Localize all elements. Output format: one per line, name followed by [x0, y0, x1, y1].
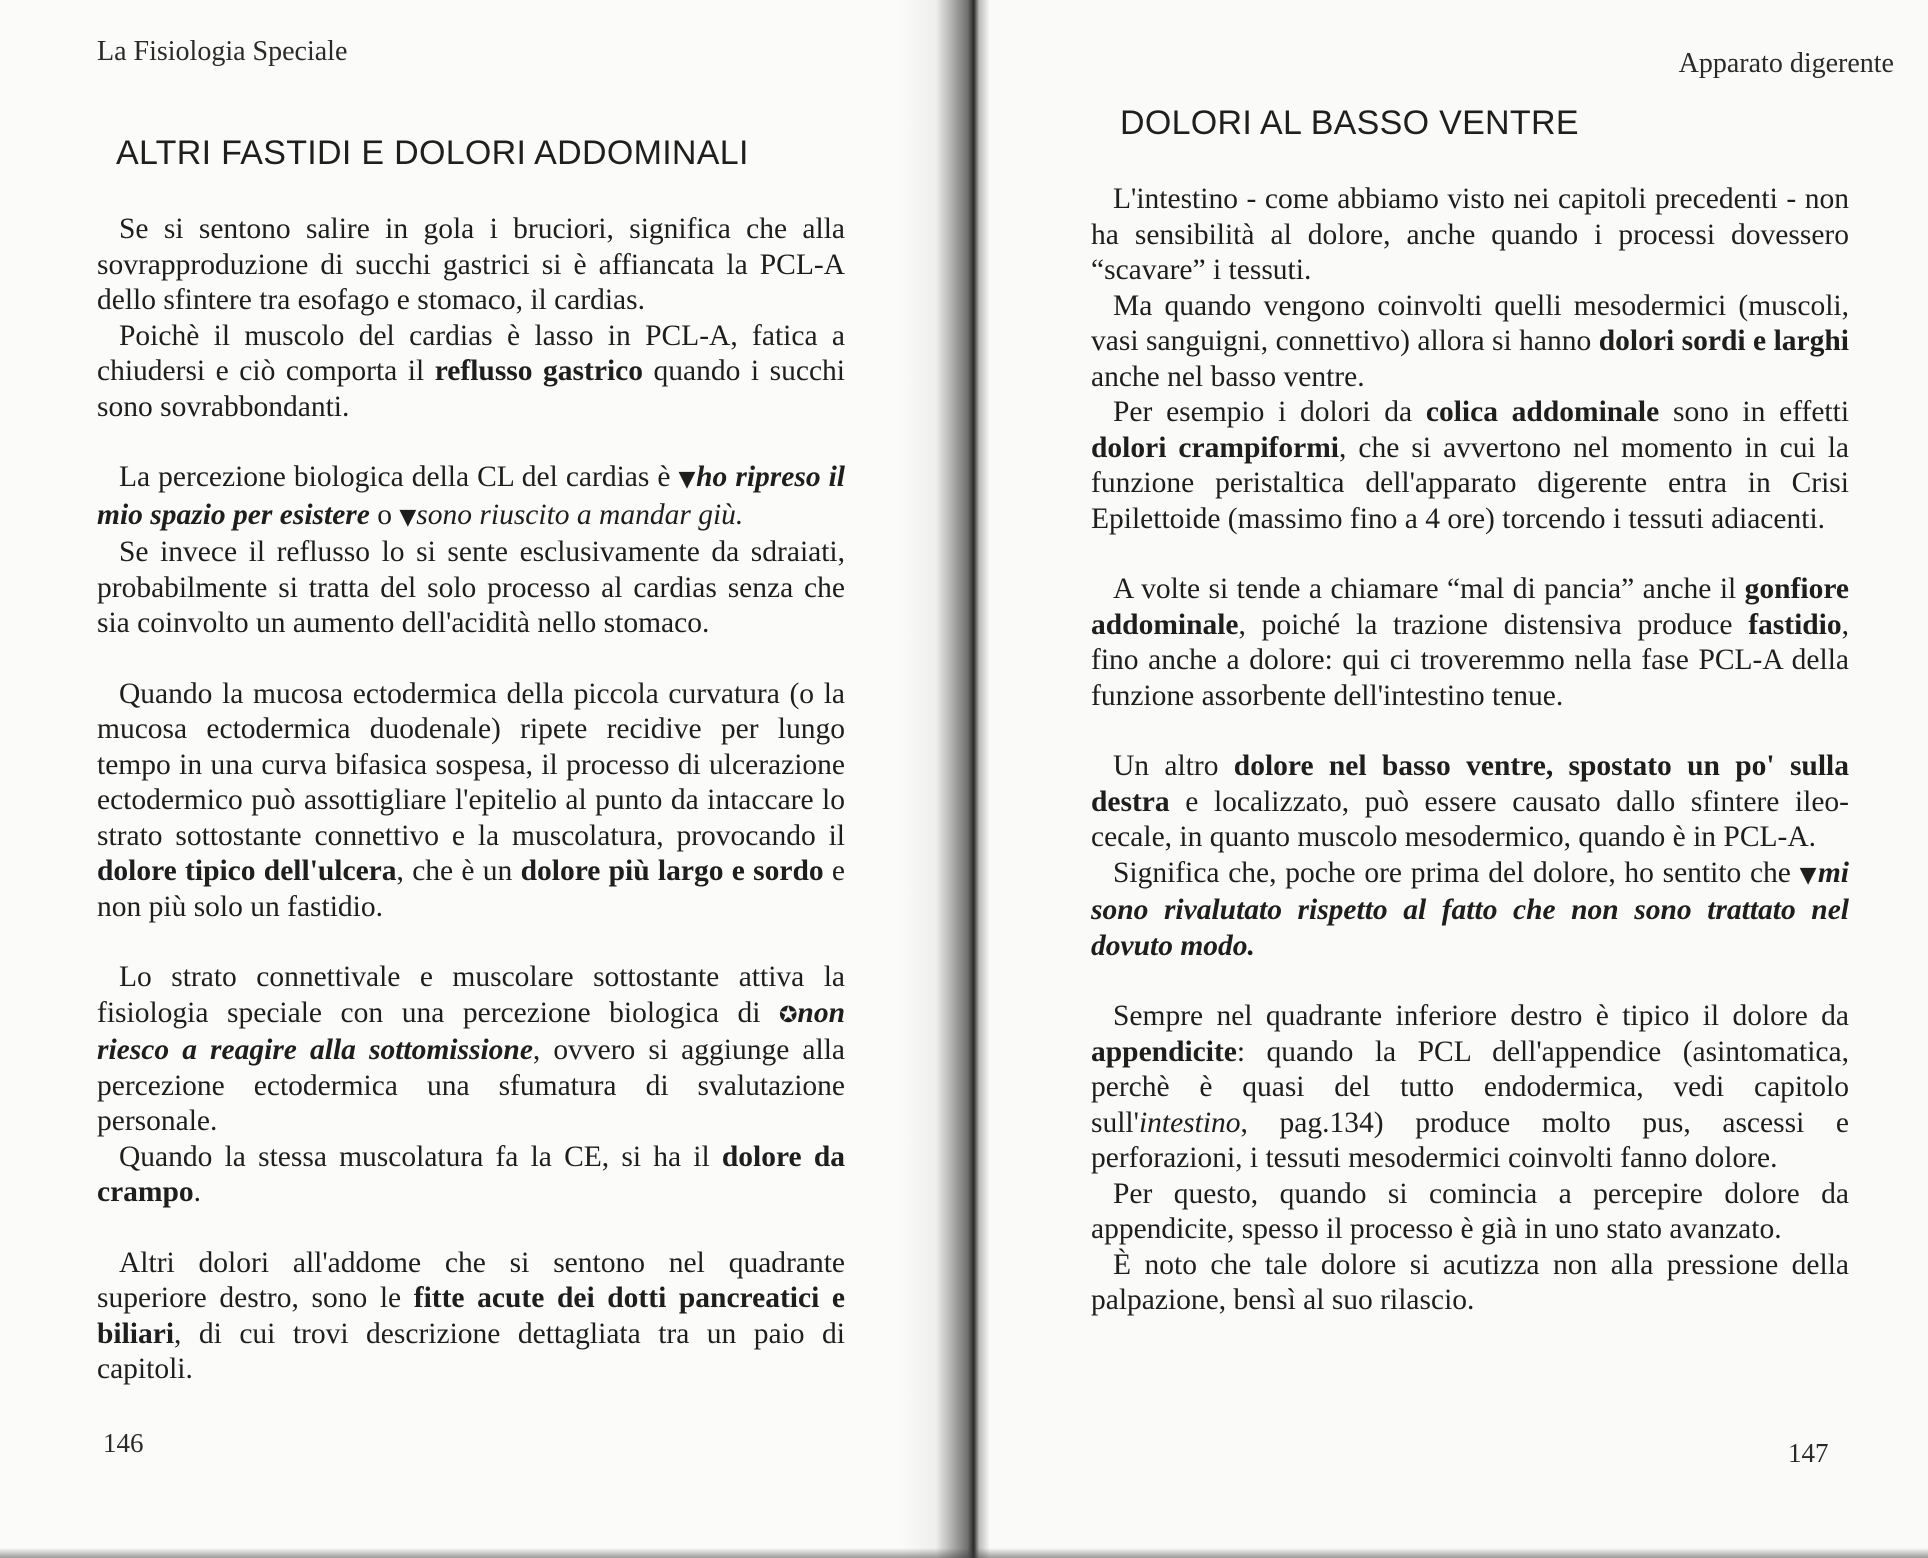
section-title: ALTRI FASTIDI E DOLORI ADDOMINALI [116, 134, 749, 172]
paragraph: L'intestino - come abbiamo visto nei capitoli precedenti - non ha sensibilità al dolore, anche quando i processi dovessero “scavare” i tessuti. [1091, 183, 1849, 286]
page-number: 146 [103, 1428, 144, 1458]
paragraph: Significa che, poche ore prima del dolore, ho sentito che ▼mi sono rivalutato rispetto al fatto che non sono trattato nel dovuto modo. [1091, 856, 1850, 962]
paragraph: È noto che tale dolore si acutizza non alla pressione della palpazione, bensì al suo rilascio. [1091, 1248, 1849, 1316]
paragraph: Lo strato connettivale e muscolare sottostante attiva la fisiologia speciale con una percezione biologica di ✪non riesco a reagire alla sottomissione, ovvero si aggiunge alla percezione ectodermica una sfumatura di svalutazione personale. [97, 961, 845, 1137]
book-gutter-shadow [900, 0, 990, 1558]
paragraph: Quando la stessa muscolatura fa la CE, si ha il dolore da crampo. [97, 1140, 846, 1208]
circled-star-icon: ✪ [778, 1002, 798, 1028]
section-title: DOLORI AL BASSO VENTRE [1120, 104, 1579, 142]
paragraph: Se invece il reflusso lo si sente esclusivamente da sdraiati, probabilmente si tratta del solo processo al cardias senza che sia coinvolto un aumento dell'acidità nello stomaco. [97, 536, 845, 639]
paragraph: Sempre nel quadrante inferiore destro è tipico il dolore da appendicite: quando la PCL dell'appendice (asintomatica, perchè è quasi del tutto endodermica, vedi capitolo sull'intestino, pag.134) produce molto pus, ascessi e perforazioni, i tessuti mesodermici coinvolti fanno dolore. [1091, 1000, 1849, 1174]
triangle-down-icon: ▼ [678, 467, 697, 492]
page-bottom-edge [0, 1548, 1928, 1558]
body-text [97, 212, 845, 1388]
paragraph: Ma quando vengono coinvolti quelli mesodermici (muscoli, vasi sanguigni, connettivo) allora si hanno dolori sordi e larghi anche nel basso ventre. [1091, 289, 1849, 393]
paragraph: Se si sentono salire in gola i bruciori, significa che alla sovrapproduzione di succhi gastrici si è affiancata la PCL-A dello sfintere tra esofago e stomaco, il cardias. [97, 213, 845, 316]
triangle-down-icon: ▼ [399, 504, 417, 530]
running-head: Apparato digerente [1678, 48, 1894, 79]
paragraph: Poichè il muscolo del cardias è lasso in PCL-A, fatica a chiudersi e ciò comporta il reflusso gastrico quando i succhi sono sovrabbondanti. [97, 319, 846, 423]
running-head: La Fisiologia Speciale [97, 36, 348, 67]
left-page [0, 0, 962, 1558]
paragraph: Quando la mucosa ectodermica della piccola curvatura (o la mucosa ectodermica duodenale) ripete recidive per lungo tempo in una curva bifasica sospesa, il processo di ulcerazione ectodermico può assottigliare l'epitelio al punto da intaccare lo strato sottostante connettivo e la muscolatura, provocando il dolore tipico dell'ulcera, che è un dolore più largo e sordo e non più solo un fastidio. [97, 677, 846, 923]
paragraph: A volte si tende a chiamare “mal di pancia” anche il gonfiore addominale, poiché la trazione distensiva produce fastidio, fino anche a dolore: qui ci troveremmo nella fase PCL-A della funzione assorbente dell'intestino tenue. [1091, 573, 1849, 712]
paragraph: Un altro dolore nel basso ventre, spostato un po' sulla destra e localizzato, può essere causato dallo sfintere ileo-cecale, in quanto muscolo mesodermico, quando è in PCL-A. [1091, 750, 1849, 853]
paragraph: Altri dolori all'addome che si sentono nel quadrante superiore destro, sono le fitte acute dei dotti pancreatici e biliari, di cui trovi descrizione dettagliata tra un paio di capitoli. [97, 1246, 845, 1385]
right-page [962, 0, 1928, 1558]
paragraph: Per questo, quando si comincia a percepire dolore da appendicite, spesso il processo è già in uno stato avanzato. [1091, 1177, 1849, 1245]
paragraph: Per esempio i dolori da colica addominale sono in effetti dolori crampiformi, che si avvertono nel momento in cui la funzione peristaltica dell'apparato digerente entra in Crisi Epilettoide (massimo fino a 4 ore) torcendo i tessuti adiacenti. [1091, 396, 1850, 535]
paragraph: La percezione biologica della CL del cardias è ▼ho ripreso il mio spazio per esistere o ▼sono riuscito a mandar giù. [97, 461, 845, 531]
body-text [1091, 182, 1849, 1319]
triangle-down-icon: ▼ [1799, 862, 1818, 888]
page-number: 147 [1788, 1438, 1829, 1468]
